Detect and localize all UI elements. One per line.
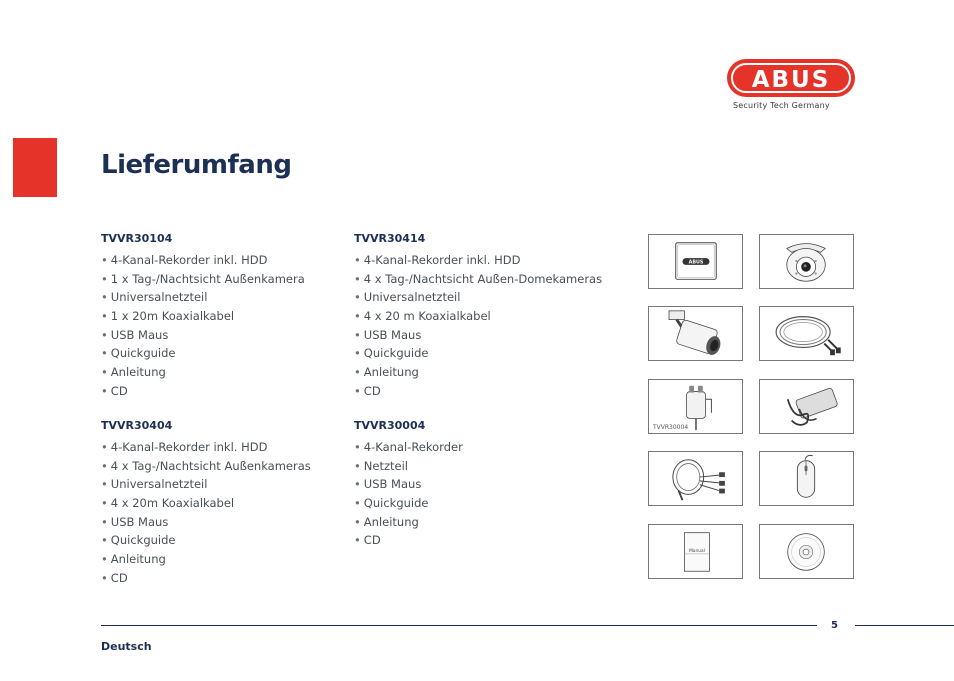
list-item: • CD bbox=[354, 383, 381, 398]
list-item: • CD bbox=[354, 533, 381, 548]
section-title: TVVR30004 bbox=[354, 419, 426, 432]
manual-icon bbox=[649, 525, 742, 578]
manual-image bbox=[648, 524, 743, 579]
red-accent-tab bbox=[13, 138, 57, 197]
list-item: • 1 x Tag-/Nachtsicht Außenkamera bbox=[101, 271, 305, 286]
logo-text: ABUS bbox=[751, 67, 831, 93]
list-item: • Quickguide bbox=[354, 496, 429, 511]
page-title: Lieferumfang bbox=[101, 150, 292, 180]
cable-bundle-icon bbox=[649, 452, 742, 505]
recorder-image bbox=[648, 234, 743, 289]
list-item: • 4 x 20 m Koaxialkabel bbox=[354, 309, 491, 324]
power-supply-image bbox=[759, 379, 854, 434]
item-list bbox=[101, 438, 341, 588]
list-item: • 4 x 20m Koaxialkabel bbox=[101, 496, 235, 511]
coax-cable-icon bbox=[760, 307, 853, 360]
section-tvvr30414 bbox=[354, 232, 603, 401]
cd-image bbox=[759, 524, 854, 579]
bullet-camera-icon bbox=[649, 307, 742, 360]
list-item: • Quickguide bbox=[101, 346, 176, 361]
list-item: • USB Maus bbox=[354, 327, 422, 342]
list-item: • USB Maus bbox=[101, 327, 169, 342]
section-title: TVVR30414 bbox=[354, 232, 426, 245]
list-item: • 1 x 20m Koaxialkabel bbox=[101, 309, 235, 324]
list-item: • 4-Kanal-Rekorder inkl. HDD bbox=[101, 440, 268, 454]
list-item: • Anleitung bbox=[101, 365, 166, 380]
list-item: • Quickguide bbox=[354, 346, 429, 361]
list-item: • 4-Kanal-Rekorder inkl. HDD bbox=[101, 253, 268, 267]
footer-divider bbox=[855, 625, 954, 626]
list-item: • 4-Kanal-Rekorder inkl. HDD bbox=[354, 253, 521, 267]
list-item: • Universalnetzteil bbox=[101, 290, 208, 305]
section-tvvr30104 bbox=[101, 232, 341, 401]
section-tvvr30004 bbox=[354, 419, 594, 550]
footer-divider bbox=[101, 625, 817, 626]
footer-language: Deutsch bbox=[101, 640, 152, 653]
coax-cable-image bbox=[759, 306, 854, 361]
list-item: • Anleitung bbox=[354, 365, 419, 380]
cd-icon bbox=[760, 525, 853, 578]
dome-camera-image bbox=[759, 234, 854, 289]
section-title: TVVR30104 bbox=[101, 232, 173, 245]
power-adapter-image bbox=[648, 379, 743, 434]
item-list bbox=[101, 251, 341, 401]
svg-text:Manual: Manual bbox=[689, 548, 705, 554]
bullet-camera-image bbox=[648, 306, 743, 361]
list-item: • CD bbox=[101, 570, 128, 585]
list-item: • Quickguide bbox=[101, 533, 176, 548]
list-item: • Anleitung bbox=[354, 514, 419, 529]
logo-tagline: Security Tech Germany bbox=[733, 101, 830, 110]
dome-camera-icon bbox=[760, 235, 853, 288]
list-item: • Anleitung bbox=[101, 552, 166, 567]
usb-mouse-icon bbox=[760, 452, 853, 505]
list-item: • CD bbox=[101, 383, 128, 398]
adapter-label: TVVR30004 bbox=[653, 424, 689, 431]
usb-mouse-image bbox=[759, 451, 854, 506]
power-supply-icon bbox=[760, 380, 853, 433]
list-item: • Universalnetzteil bbox=[354, 290, 461, 305]
item-list bbox=[354, 438, 594, 550]
svg-text:ABUS: ABUS bbox=[688, 260, 704, 266]
list-item: • 4 x Tag-/Nachtsicht Außenkameras bbox=[101, 458, 311, 473]
list-item: • 4-Kanal-Rekorder bbox=[354, 440, 463, 454]
list-item: • 4 x Tag-/Nachtsicht Außen-Domekameras bbox=[354, 271, 603, 286]
list-item: • USB Maus bbox=[101, 514, 169, 529]
cable-bundle-image bbox=[648, 451, 743, 506]
page-number: 5 bbox=[831, 620, 838, 631]
item-list bbox=[354, 251, 603, 401]
section-title: TVVR30404 bbox=[101, 419, 173, 432]
list-item: • Netzteil bbox=[354, 458, 408, 473]
section-tvvr30404 bbox=[101, 419, 341, 588]
list-item: • USB Maus bbox=[354, 477, 422, 492]
list-item: • Universalnetzteil bbox=[101, 477, 208, 492]
recorder-icon bbox=[649, 235, 742, 288]
